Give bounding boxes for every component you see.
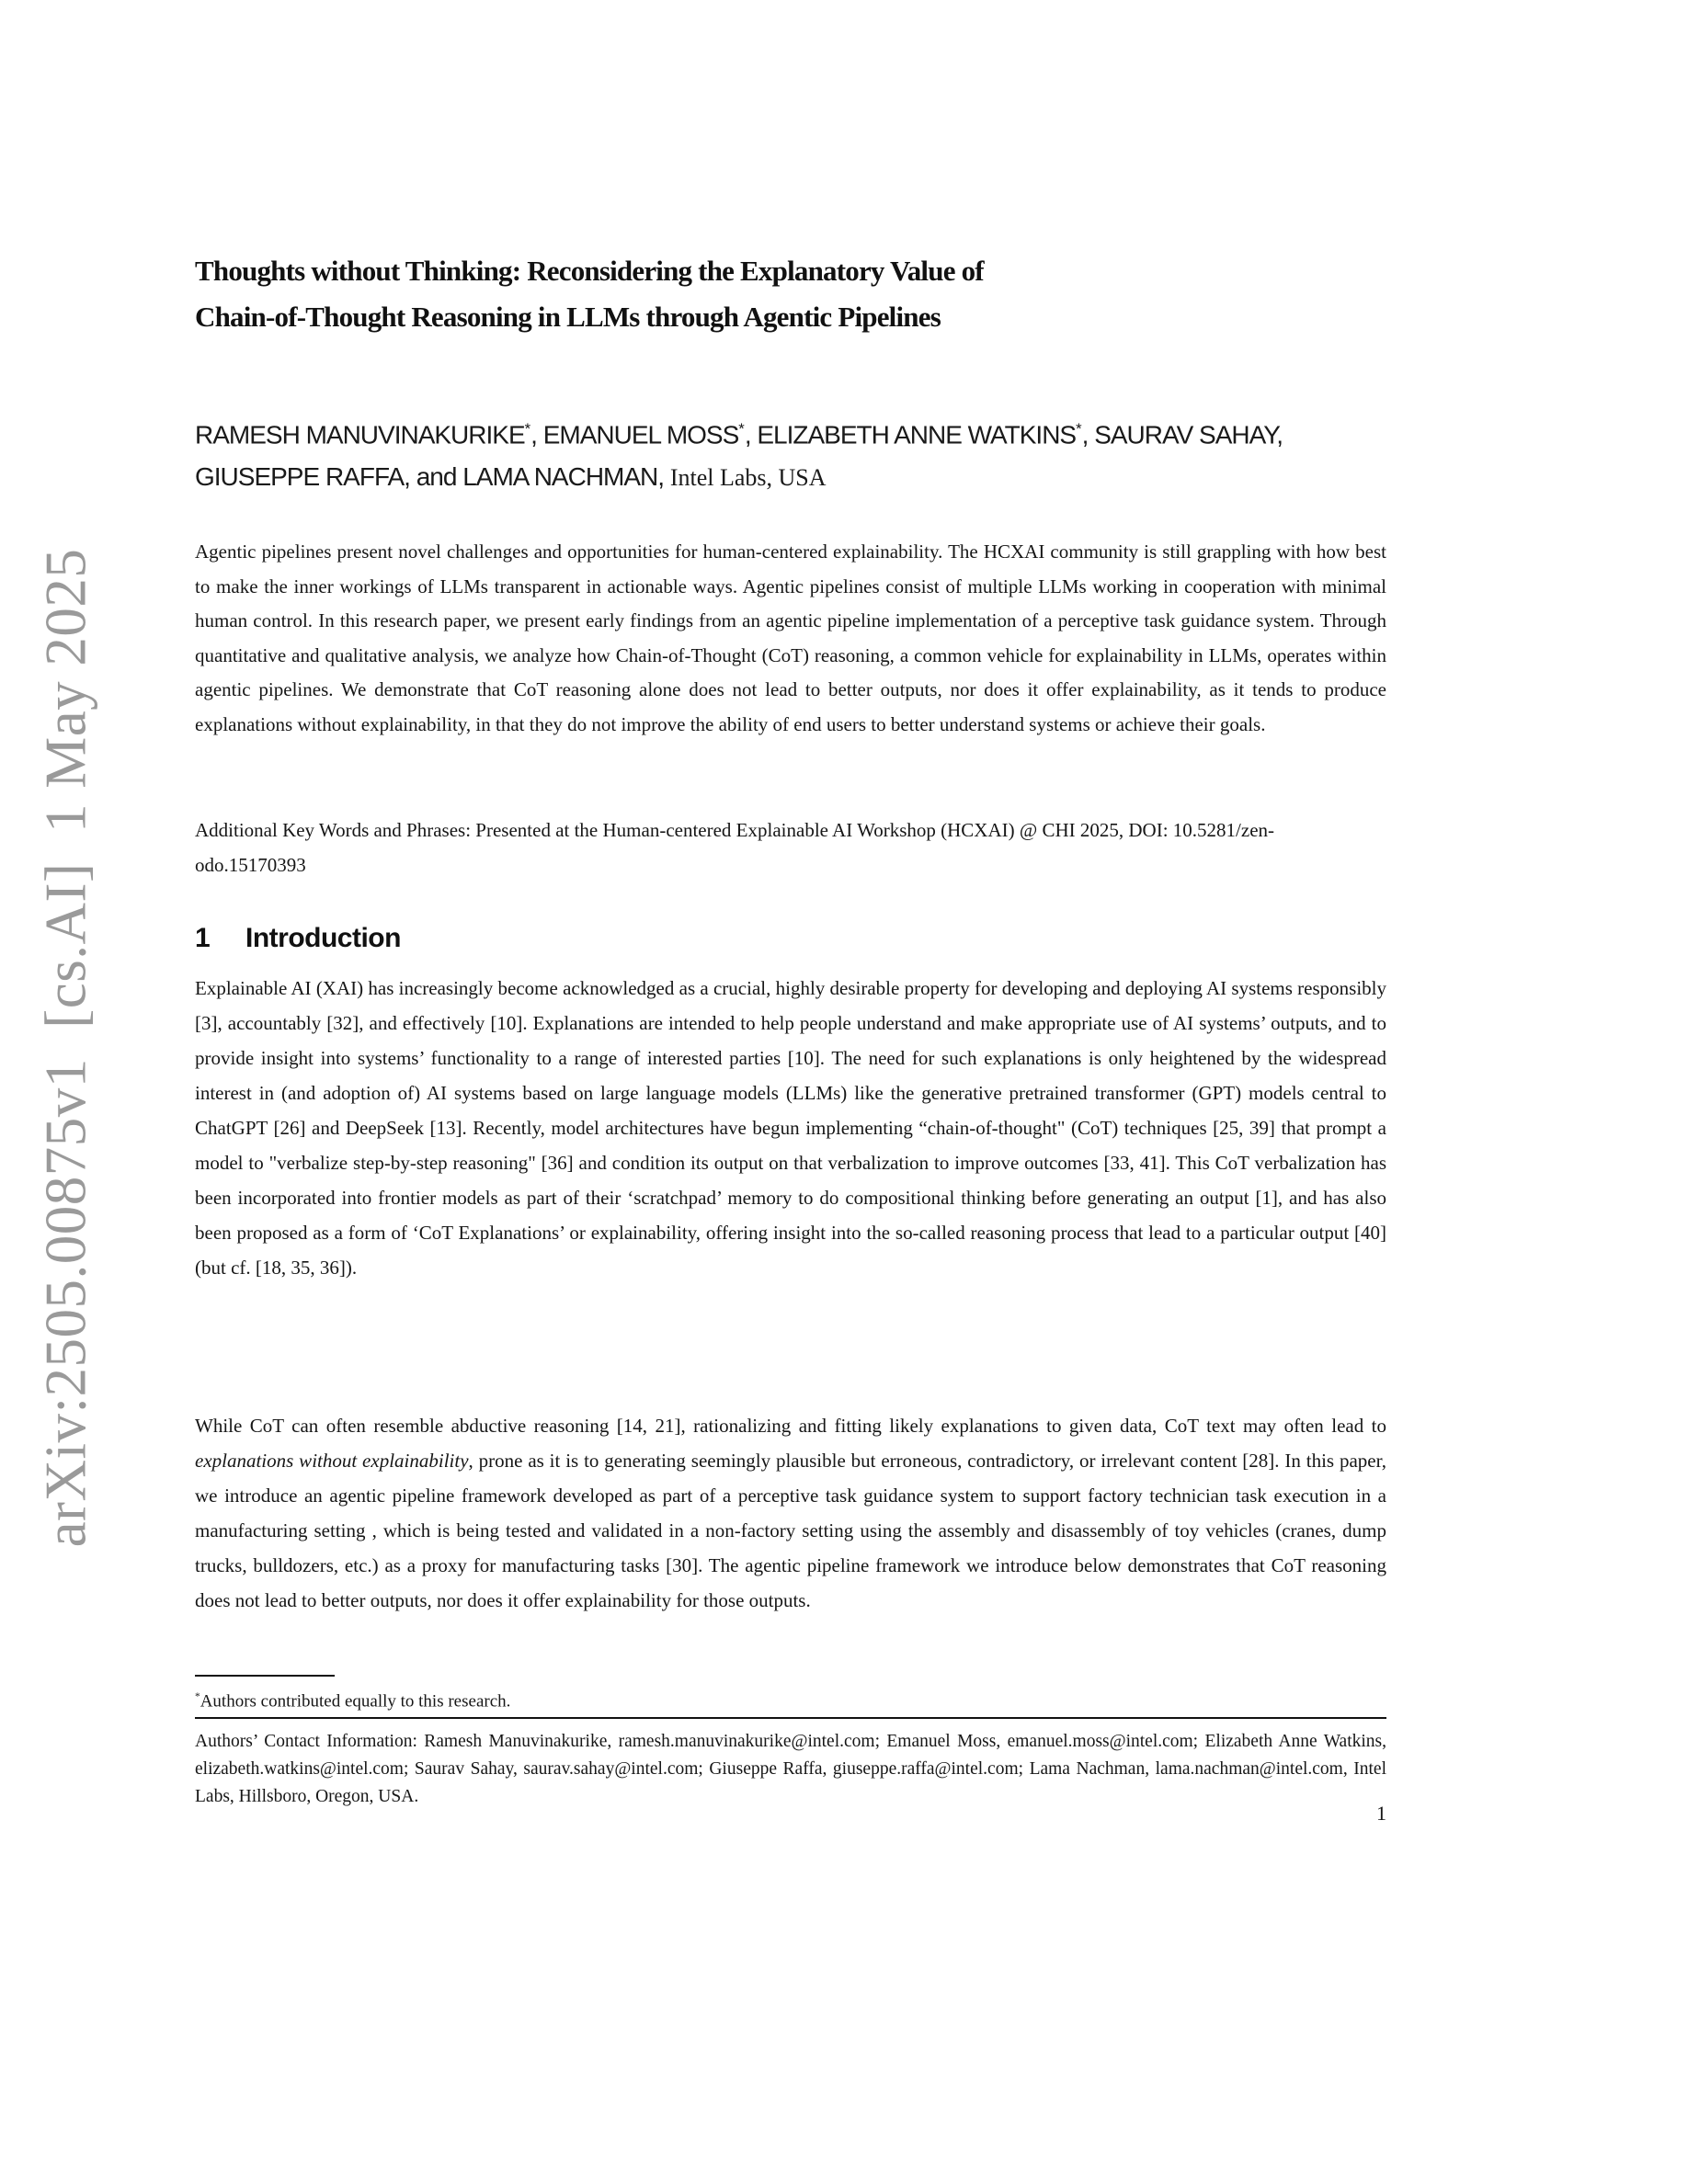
keywords-line-1: Additional Key Words and Phrases: Presented at the Human-centered Explainable AI Workshop (HCXAI) @ CHI 2025, DOI: 10.5281/zen- [195,819,1275,841]
section-number: 1 [195,923,211,953]
section-heading-introduction [195,923,1386,954]
equal-contribution-footnote: *Authors contributed equally to this research. [195,1691,511,1712]
title-line-1: Thoughts without Thinking: Reconsidering the Explanatory Value of [195,255,984,287]
contact-divider [195,1717,1386,1719]
title-line-2: Chain-of-Thought Reasoning in LLMs through Agentic Pipelines [195,301,941,333]
keywords [195,813,1386,882]
intro-paragraph-1: Explainable AI (XAI) has increasingly become acknowledged as a crucial, highly desirable property for developing and deploying AI systems responsibly [3], accountably [32], and effectively [10]. Explanations are intended to help people understand and make appropriate use of AI systems’ outputs, and to provide insight into systems’ functionality to a range of interested parties [10]. The need for such explanations is only heightened by the widespread interest in (and adoption of) AI systems based on large language models (LLMs) like the generative pretrained transformer (GPT) models central to ChatGPT [26] and DeepSeek [13]. Recently, model architectures have begun implementing “chain-of-thought" (CoT) techniques [25, 39] that prompt a model to "verbalize step-by-step reasoning" [36] and condition its output on that verbalization to improve outcomes [33, 41]. This CoT verbalization has been incorporated into frontier models as part of their ‘scratchpad’ memory to do compositional thinking before generating an output [1], and has also been proposed as a form of ‘CoT Explanations’ or explainability, offering insight into the so-called reasoning process that lead to a particular output [40] (but cf. [18, 35, 36]). [195,977,1386,1279]
page-number: 1 [1376,1802,1386,1825]
section-title: Introduction [245,923,401,953]
contact-info: Authors’ Contact Information: Ramesh Manuvinakurike, ramesh.manuvinakurike@intel.com; Emanuel Moss, emanuel.moss@intel.com; Elizabeth Anne Watkins, elizabeth.watkins@intel.com; Saurav Sahay, saurav.sahay@intel.com; Giuseppe Raffa, giuseppe.raffa@intel.com; Lama Nachman, lama.nachman@intel.com, Intel Labs, Hillsboro, Oregon, USA. [195,1732,1386,1806]
intro-paragraph-2: While CoT can often resemble abductive reasoning [14, 21], rationalizing and fitting likely explanations to given data, CoT text may often lead to explanations without explainability, prone as it is to generating seemingly plausible but erroneous, contradictory, or irrelevant content [28]. In this paper, we introduce an agentic pipeline framework developed as part of a perceptive task guidance system to support factory technician task execution in a manufacturing setting , which is being tested and validated in a non-factory setting using the assembly and disassembly of toy vehicles (cranes, dump trucks, bulldozers, etc.) as a proxy for manufacturing tasks [30]. The agentic pipeline framework we introduce below demonstrates that CoT reasoning does not lead to better outputs, nor does it offer explainability for those outputs. [195,1415,1387,1611]
abstract: Agentic pipelines present novel challenges and opportunities for human-centered explainability. The HCXAI community is still grappling with how best to make the inner workings of LLMs transparent in actionable ways. Agentic pipelines consist of multiple LLMs working in cooperation with minimal human control. In this research paper, we present early findings from an agentic pipeline implementation of a perceptive task guidance system. Through quantitative and qualitative analysis, we analyze how Chain-of-Thought (CoT) reasoning, a common vehicle for explainability in LLMs, operates within agentic pipelines. We demonstrate that CoT reasoning alone does not lead to better outputs, nor does it offer explainability, as it tends to produce explanations without explainability, in that they do not improve the ability of end users to better understand systems or achieve their goals. [195,540,1386,735]
paper-title [195,248,1386,340]
author-line: RAMESH MANUVINAKURIKE*, EMANUEL MOSS*, ELIZABETH ANNE WATKINS*, SAURAV SAHAY, GIUSEPPE RAFFA, and LAMA NACHMAN, Intel Labs, USA [195,420,1283,492]
footnote-divider [195,1675,335,1677]
keywords-line-2: odo.15170393 [195,854,306,876]
arxiv-watermark: arXiv:2505.00875v1 [cs.AI] 1 May 2025 [33,548,98,1548]
